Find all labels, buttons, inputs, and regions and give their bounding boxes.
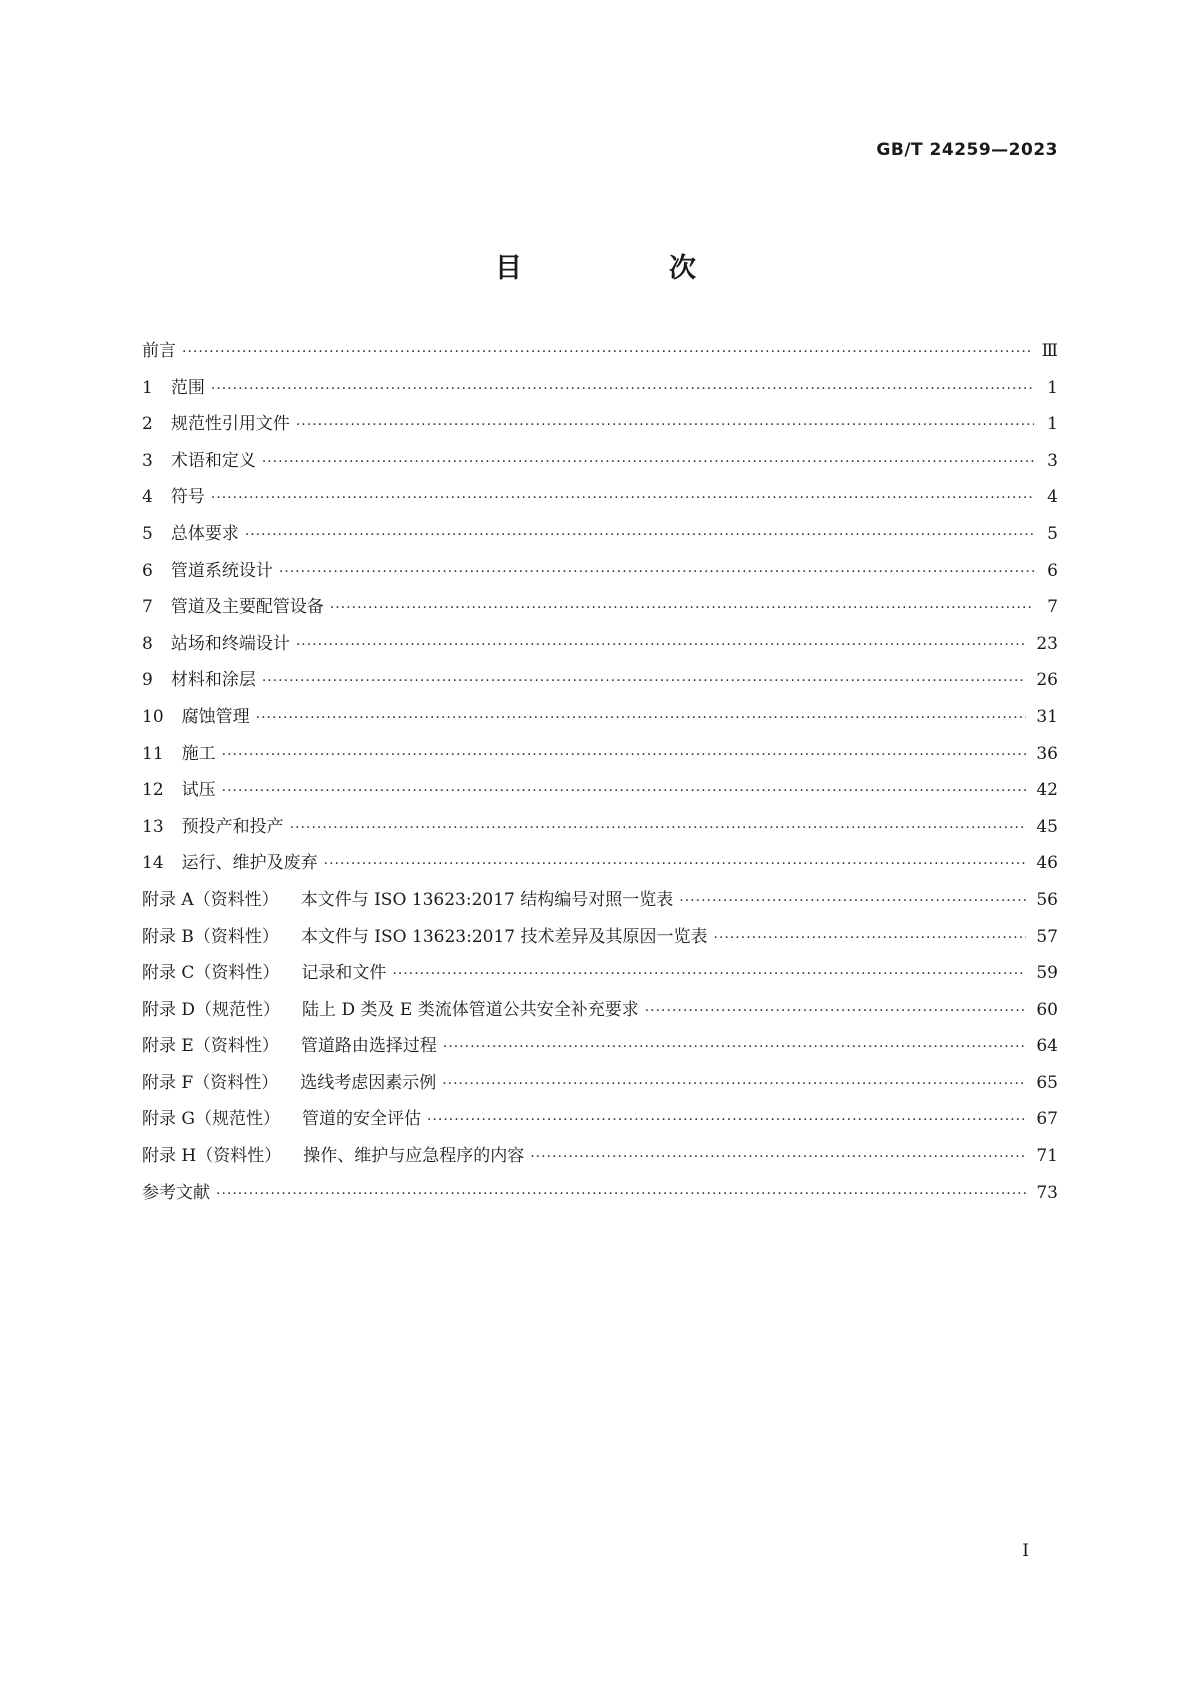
toc-entry-title [142, 702, 250, 727]
toc-entry-number: 附录 C（资料性） [142, 963, 280, 984]
toc-entry-label: 记录和文件 [301, 963, 387, 984]
toc-entry-page: 42 [1036, 780, 1058, 801]
toc-entry-page: 3 [1047, 450, 1058, 471]
toc-entry[interactable] [142, 482, 1058, 519]
toc-entry-page: 1 [1047, 377, 1058, 398]
toc-entry-page: 65 [1036, 1072, 1058, 1093]
toc-entry-number: 2 [142, 414, 153, 435]
leader-dots [645, 1003, 1027, 1019]
toc-entry-title [142, 373, 205, 398]
toc-entry-title [142, 556, 273, 581]
toc-entry-title [142, 1068, 436, 1093]
leader-dots [222, 783, 1027, 799]
toc-entry-number: 10 [142, 706, 164, 727]
toc-entry-label: 施工 [181, 743, 216, 764]
toc-entry-label: 总体要求 [170, 523, 239, 544]
toc-entry-page: 45 [1036, 816, 1058, 837]
toc-entry-number: 5 [142, 523, 153, 544]
toc-entry[interactable] [142, 812, 1058, 849]
toc-entry-number: 9 [142, 670, 153, 691]
toc-entry-label: 范围 [170, 377, 205, 398]
toc-entry-number: 附录 G（规范性） [142, 1109, 280, 1130]
toc-entry-label: 符号 [170, 487, 205, 508]
toc-entry-label: 规范性引用文件 [170, 414, 290, 435]
toc-entry-page: 67 [1036, 1109, 1058, 1130]
toc-entry[interactable] [142, 739, 1058, 776]
leader-dots [262, 454, 1034, 470]
leader-dots [679, 893, 1026, 909]
toc-entry-label: 术语和定义 [170, 450, 256, 471]
toc-entry[interactable] [142, 373, 1058, 410]
leader-dots [245, 527, 1034, 543]
toc-entry-label: 管道系统设计 [170, 560, 273, 581]
toc-entry[interactable] [142, 1104, 1058, 1141]
toc-entry-page: 7 [1047, 597, 1058, 618]
toc-entry-page: 4 [1047, 487, 1058, 508]
toc-entry[interactable] [142, 336, 1058, 373]
toc-entry-title [142, 995, 639, 1020]
toc-entry-number: 7 [142, 597, 153, 618]
toc-entry-title [142, 336, 176, 361]
toc-entry-label: 陆上 D 类及 E 类流体管道公共安全补充要求 [302, 999, 639, 1020]
toc-entry[interactable] [142, 922, 1058, 959]
leader-dots [211, 490, 1034, 506]
toc-entry-page: 57 [1036, 926, 1058, 947]
toc-entry-number: 附录 A（资料性） [142, 889, 279, 910]
toc-entry-number: 11 [142, 743, 164, 764]
toc-entry-label: 本文件与 ISO 13623:2017 结构编号对照一览表 [300, 889, 674, 910]
leader-dots [392, 966, 1026, 982]
toc-entry-page: 46 [1036, 853, 1058, 874]
toc-entry-label: 管道路由选择过程 [300, 1036, 437, 1057]
toc-entry-number: 4 [142, 487, 153, 508]
toc-entry-number: 附录 E（资料性） [142, 1036, 279, 1057]
toc-entry-page: 36 [1036, 743, 1058, 764]
page-title: 目 次 [495, 253, 756, 284]
leader-dots [262, 673, 1027, 689]
toc-entry-number: 附录 B（资料性） [142, 926, 279, 947]
toc-entry-title [142, 446, 256, 471]
toc-entry[interactable] [142, 1178, 1058, 1215]
toc-entry-page: 5 [1047, 523, 1058, 544]
toc-entry-title [142, 1104, 421, 1129]
toc-entry-title [142, 592, 324, 617]
toc-entry-title [142, 958, 386, 983]
toc-entry-title [142, 848, 318, 873]
toc-entry-number: 附录 H（资料性） [142, 1146, 282, 1167]
toc-entry-label: 参考文献 [142, 1182, 210, 1203]
toc-entry-number: 14 [142, 853, 164, 874]
toc-entry-page: 59 [1036, 963, 1058, 984]
toc-entry-number: 1 [142, 377, 153, 398]
toc-entry-title [142, 1141, 524, 1166]
toc-entry-page: 60 [1036, 999, 1058, 1020]
toc-entry[interactable] [142, 1031, 1058, 1068]
toc-entry[interactable] [142, 446, 1058, 483]
toc-entry-title [142, 812, 284, 837]
toc-entry-page: Ⅲ [1041, 341, 1058, 361]
leader-dots [530, 1149, 1026, 1165]
toc-entry-label: 站场和终端设计 [170, 633, 290, 654]
toc-entry[interactable] [142, 702, 1058, 739]
toc-entry-page: 56 [1036, 889, 1058, 910]
toc-entry-page: 6 [1047, 560, 1058, 581]
toc-entry-number: 8 [142, 633, 153, 654]
toc-entry[interactable] [142, 1068, 1058, 1105]
leader-dots [296, 417, 1034, 433]
toc-entry[interactable] [142, 848, 1058, 885]
toc-entry-label: 管道及主要配管设备 [170, 597, 324, 618]
toc-entry-page: 26 [1036, 670, 1058, 691]
toc-entry-number: 13 [142, 816, 164, 837]
standard-number: GB/T 24259—2023 [876, 140, 1058, 160]
toc-entry-label: 材料和涂层 [170, 670, 256, 691]
leader-dots [216, 1186, 1026, 1202]
toc-entry[interactable] [142, 995, 1058, 1032]
toc-entry-title [142, 519, 239, 544]
toc-entry-title [142, 922, 708, 947]
leader-dots [324, 856, 1027, 872]
leader-dots [222, 747, 1027, 763]
toc-entry-page: 23 [1036, 633, 1058, 654]
toc-entry-number: 附录 D（规范性） [142, 999, 281, 1020]
toc-entry-label: 运行、维护及废弃 [181, 853, 318, 874]
table-of-contents [142, 336, 1058, 1214]
toc-entry-label: 腐蚀管理 [181, 706, 250, 727]
toc-entry[interactable] [142, 592, 1058, 629]
toc-entry[interactable] [142, 665, 1058, 702]
toc-entry-page: 71 [1036, 1146, 1058, 1167]
leader-dots [442, 1076, 1026, 1092]
toc-entry-number: 12 [142, 780, 164, 801]
toc-entry-title [142, 885, 673, 910]
toc-entry-title [142, 629, 290, 654]
toc-entry-page: 1 [1047, 414, 1058, 435]
toc-entry[interactable] [142, 958, 1058, 995]
toc-entry-page: 73 [1036, 1182, 1058, 1203]
toc-entry-title [142, 1031, 437, 1056]
page-number: I [1022, 1541, 1029, 1561]
leader-dots [256, 710, 1027, 726]
toc-entry-label: 选线考虑因素示例 [300, 1072, 437, 1093]
toc-entry-page: 31 [1036, 706, 1058, 727]
toc-entry-title [142, 482, 205, 507]
toc-entry[interactable] [142, 775, 1058, 812]
toc-entry[interactable] [142, 885, 1058, 922]
toc-entry[interactable] [142, 519, 1058, 556]
toc-entry-title [142, 1178, 210, 1203]
toc-entry-label: 前言 [142, 341, 176, 361]
leader-dots [279, 564, 1034, 580]
leader-dots [427, 1112, 1026, 1128]
toc-entry[interactable] [142, 629, 1058, 666]
toc-entry-number: 3 [142, 450, 153, 471]
toc-entry-label: 预投产和投产 [181, 816, 284, 837]
leader-dots [443, 1039, 1027, 1055]
toc-entry[interactable] [142, 1141, 1058, 1178]
toc-entry-title [142, 409, 290, 434]
leader-dots [211, 381, 1034, 397]
toc-entry-number: 6 [142, 560, 153, 581]
toc-entry-label: 本文件与 ISO 13623:2017 技术差异及其原因一览表 [300, 926, 708, 947]
toc-entry-label: 管道的安全评估 [301, 1109, 421, 1130]
toc-entry[interactable] [142, 556, 1058, 593]
leader-dots [330, 600, 1034, 616]
toc-entry-title [142, 739, 216, 764]
toc-entry-label: 试压 [181, 780, 216, 801]
leader-dots [296, 637, 1027, 653]
toc-entry[interactable] [142, 409, 1058, 446]
toc-entry-number: 附录 F（资料性） [142, 1072, 279, 1093]
toc-entry-title [142, 665, 256, 690]
toc-entry-page: 64 [1036, 1036, 1058, 1057]
toc-entry-title [142, 775, 216, 800]
leader-dots [290, 820, 1027, 836]
leader-dots [182, 344, 1032, 360]
toc-entry-label: 操作、维护与应急程序的内容 [303, 1146, 525, 1167]
leader-dots [714, 930, 1027, 946]
